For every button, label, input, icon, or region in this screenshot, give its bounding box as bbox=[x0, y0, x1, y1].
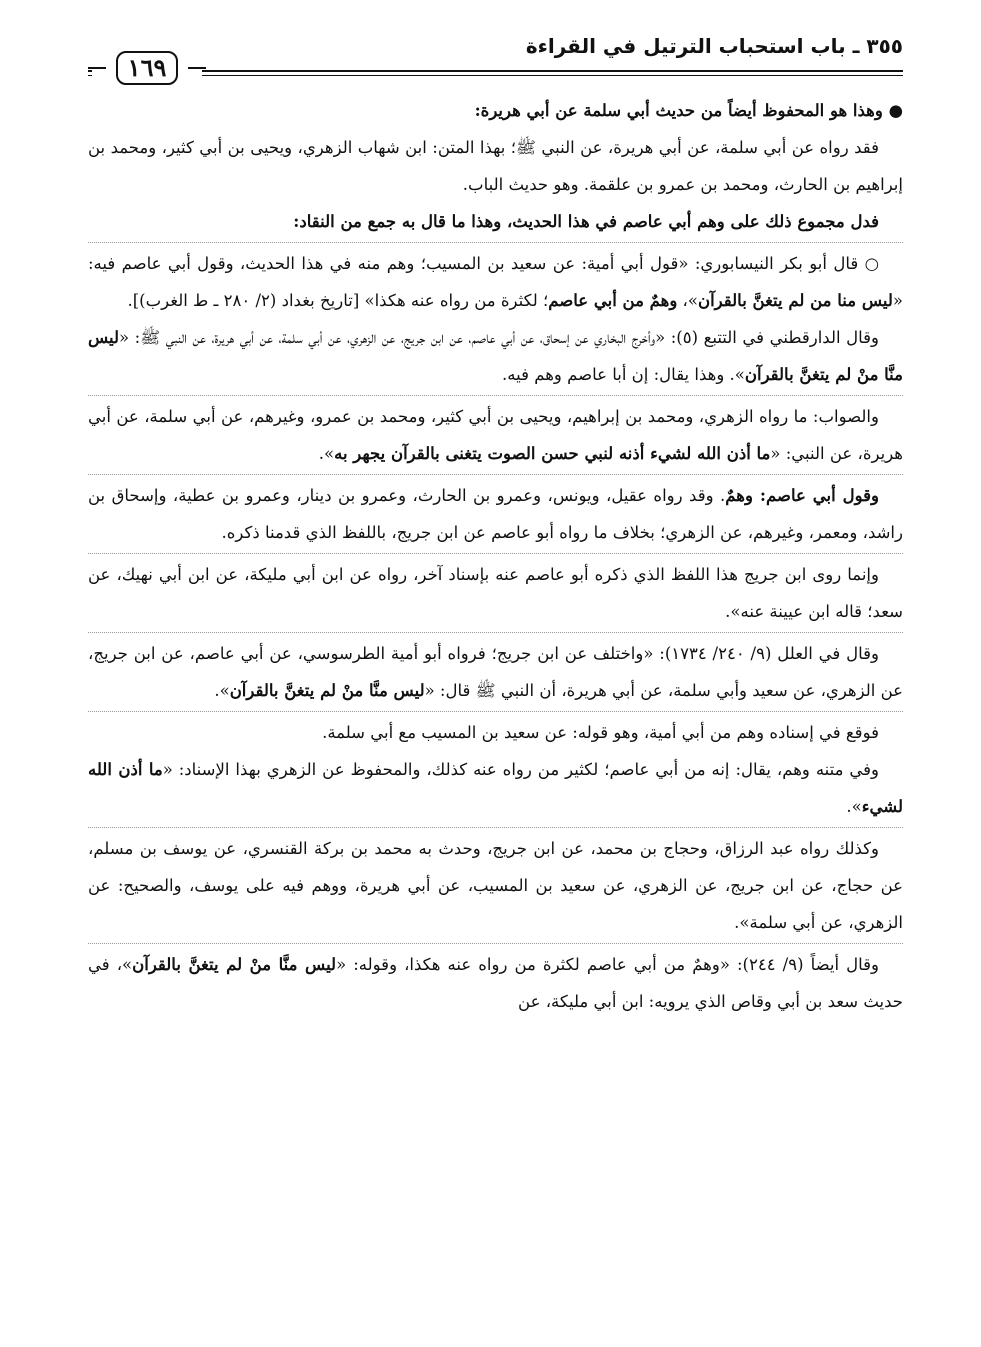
paragraph-p4-segment: ليس منا من لم يتغنَّ بالقرآن bbox=[697, 291, 893, 310]
paragraph-p1-segment: ● bbox=[882, 101, 903, 120]
paragraph-p11 bbox=[88, 751, 903, 825]
paragraph-p8 bbox=[88, 553, 903, 630]
paragraph-p8-segment: وإنما روى ابن جريج هذا اللفظ الذي ذكره أبو عاصم عنه بإسناد آخر، رواه عن ابن أبي مليكة، عن ابن أبي نهيك، عن سعد؛ قاله ابن عيينة عنه». bbox=[88, 565, 903, 621]
paragraph-p4-segment: ؛ لكثرة من رواه عنه هكذا» [تاريخ بغداد (٢/ ٢٨٠ ـ ط الغرب)]. bbox=[127, 291, 549, 310]
paragraph-p3 bbox=[88, 203, 903, 240]
paragraph-p13-segment: ليس منَّا منْ لم يتغنَّ بالقرآن bbox=[132, 955, 337, 974]
paragraph-p10-segment: فوقع في إسناده وهم من أبي أمية، وهو قوله: عن سعيد بن المسيب مع أبي سلمة. bbox=[322, 723, 879, 742]
page-number: ١٦٩ bbox=[116, 51, 179, 85]
paragraph-p12-segment: وكذلك رواه عبد الرزاق، وحجاج بن محمد، عن ابن جريج، وحدث به محمد بن بركة القنسري، عن يوسف بن مسلم، عن حجاج، عن ابن جريج، عن الزهري، عن سعيد بن المسيب، عن أبي هريرة، ووهم فيه على يوسف، والصحيح: عن الزهري، عن أبي سلمة». bbox=[88, 839, 903, 932]
paragraph-p5-segment: ليس منَّا منْ لم يتغنَّ بالقرآن bbox=[88, 328, 903, 384]
page-body bbox=[88, 92, 903, 1020]
paragraph-p7-segment: وقول أبي عاصم: وهمٌ bbox=[725, 486, 880, 505]
paragraph-p9-segment: ليس منَّا منْ لم يتغنَّ بالقرآن bbox=[229, 681, 425, 700]
paragraph-p2-segment: فقد رواه عن أبي سلمة، عن أبي هريرة، عن النبي ﷺ؛ بهذا المتن: ابن شهاب الزهري، ويحيى بن أبي كثير، ومحمد بن إبراهيم بن الحارث، ومحمد بن عمرو بن علقمة. وهو حديث الباب. bbox=[88, 138, 903, 194]
header-rule-thin bbox=[88, 75, 903, 76]
paragraph-p6 bbox=[88, 395, 903, 472]
paragraph-p6-segment: ما أذن الله لشيء أذنه لنبي حسن الصوت يتغنى بالقرآن يجهر به bbox=[334, 444, 771, 463]
paragraph-p2 bbox=[88, 129, 903, 203]
paragraph-p4 bbox=[88, 242, 903, 319]
paragraph-p7 bbox=[88, 474, 903, 551]
paragraph-p4-segment: ○ قال أبو بكر النيسابوري: «قول أبي أمية: عن سعيد بن المسيب؛ وهم منه في هذا الحديث، وقول أبي عاصم فيه: « bbox=[88, 254, 903, 310]
paragraph-p9 bbox=[88, 632, 903, 709]
paragraph-p4-segment: وهمٌ من أبي عاصم bbox=[548, 291, 678, 310]
paragraph-p5-segment: ». وهذا يقال: إن أبا عاصم وهم فيه. bbox=[502, 365, 745, 384]
paragraph-p9-segment: وقال في العلل (٩/ ٢٤٠/ ١٧٣٤): «واختلف عن ابن جريج؛ فرواه أبو أمية الطرسوسي، عن أبي عاصم، عن ابن جريج، عن الزهري، عن سعيد وأبي سلمة، عن أبي هريرة، أن النبي ﷺ قال: « bbox=[88, 644, 903, 700]
header-rule bbox=[88, 70, 903, 72]
paragraph-p11-segment: وفي متنه وهم، يقال: إنه من أبي عاصم؛ لكثير من رواه عنه كذلك، والمحفوظ عن الزهري بهذا الإسناد: « bbox=[162, 760, 880, 779]
paragraph-p13-segment: »، في حديث سعد بن أبي وقاص الذي يرويه: ابن أبي مليكة، عن bbox=[88, 955, 903, 1011]
paragraph-p11-segment: ». bbox=[846, 797, 862, 816]
paragraph-p6-segment: والصواب: ما رواه الزهري، ومحمد بن إبراهيم، ويحيى بن أبي كثير، ومحمد بن عمرو، وغيرهم، عن أبي سلمة، عن أبي هريرة، عن النبي: « bbox=[88, 407, 903, 463]
paragraph-p11-segment: ما أذن الله لشيء bbox=[88, 760, 903, 816]
paragraph-p13 bbox=[88, 943, 903, 1020]
chapter-title: ٣٥٥ ـ باب استحباب الترتيل في القراءة bbox=[525, 34, 903, 58]
page-header bbox=[88, 32, 903, 82]
paragraph-p10 bbox=[88, 711, 903, 751]
paragraph-p6-segment: ». bbox=[318, 444, 335, 463]
paragraph-p13-segment: وقال أيضاً (٩/ ٢٤٤): «وهمٌ من أبي عاصم لكثرة من رواه عنه هكذا، وقوله: « bbox=[336, 955, 880, 974]
paragraph-p5 bbox=[88, 319, 903, 393]
page-number-ornament bbox=[92, 48, 202, 88]
paragraph-p5-segment: وقال الدارقطني في التتبع (٥): «وأخرج البخاري عن إسحاق، عن أبي عاصم، عن ابن جريج، عن الزهري، عن أبي سلمة، عن أبي هريرة، عن النبي ﷺ: « bbox=[119, 328, 879, 347]
paragraph-p7-segment: . وقد رواه عقيل، ويونس، وعمرو بن الحارث، وعمرو بن دينار، وعمرو بن عطية، وإسحاق بن راشد، ومعمر، وغيرهم، عن الزهري؛ بخلاف ما رواه أبو عاصم عن ابن جريج، باللفظ الذي قدمنا ذكره. bbox=[88, 486, 903, 542]
paragraph-p4-segment: »، bbox=[677, 291, 698, 310]
paragraph-p1-segment: وهذا هو المحفوظ أيضاً من حديث أبي سلمة عن أبي هريرة: bbox=[474, 101, 883, 120]
paragraph-p3-segment: فدل مجموع ذلك على وهم أبي عاصم في هذا الحديث، وهذا ما قال به جمع من النقاد: bbox=[293, 212, 879, 231]
paragraph-p12 bbox=[88, 827, 903, 941]
paragraph-p9-segment: ». bbox=[214, 681, 230, 700]
page bbox=[88, 32, 903, 1011]
paragraph-p1 bbox=[88, 92, 903, 129]
